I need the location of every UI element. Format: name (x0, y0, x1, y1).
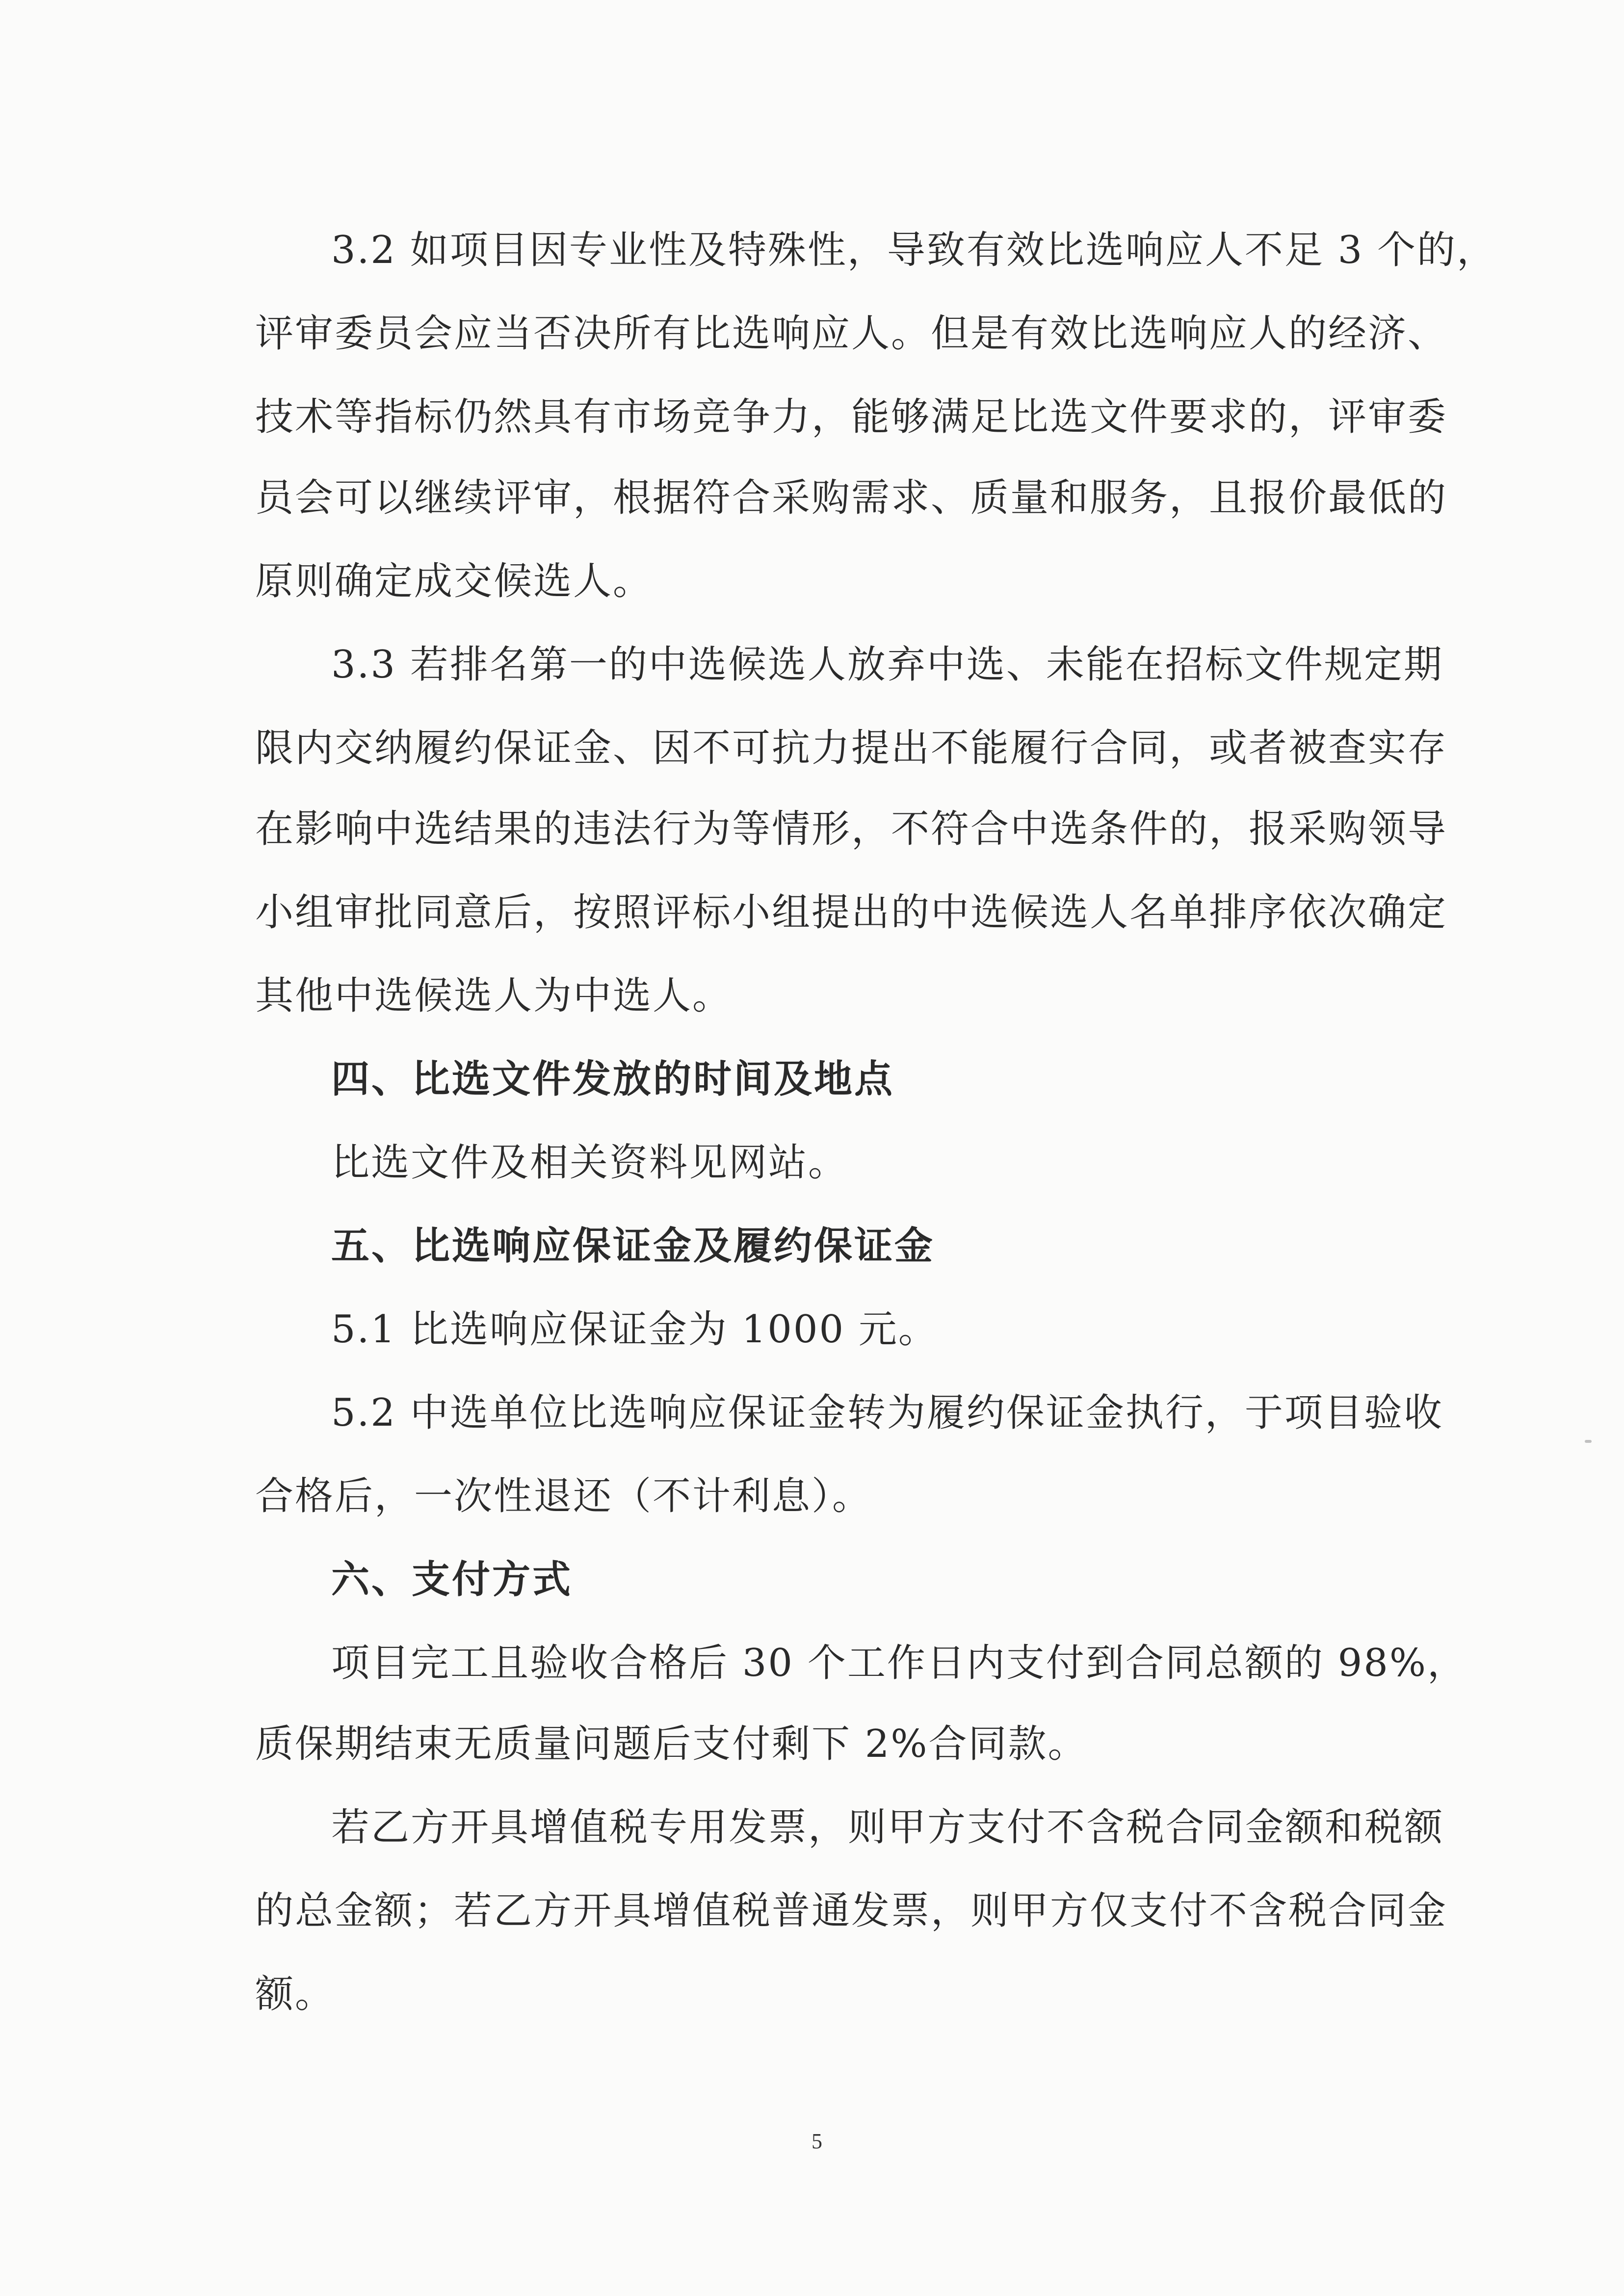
paragraph-3-2-line-5: 原则确定成交候选人。 (255, 559, 653, 603)
scan-speck (1585, 1440, 1592, 1443)
paragraph-3-3-line-2: 限内交纳履约保证金、因不可抗力提出不能履行合同，或者被查实存 (255, 726, 1448, 770)
paragraph-5-1-line-1: 5.1 比选响应保证金为 1000 元。 (331, 1307, 938, 1352)
paragraph-4-line-1: 比选文件及相关资料见网站。 (331, 1141, 848, 1185)
paragraph-3-3-line-1: 3.3 若排名第一的中选候选人放弃中选、未能在招标文件规定期 (331, 643, 1443, 687)
paragraph-6-2-line-3: 额。 (255, 1972, 335, 2016)
paragraph-3-3-line-4: 小组审批同意后，按照评标小组提出的中选候选人名单排序依次确定 (255, 890, 1448, 935)
paragraph-3-2-line-1: 3.2 如项目因专业性及特殊性，导致有效比选响应人不足 3 个的， (331, 228, 1497, 272)
paragraph-5-2-line-2: 合格后，一次性退还（不计利息）。 (255, 1474, 872, 1518)
paragraph-6-1-line-2: 质保期结束无质量问题后支付剩下 2%合同款。 (255, 1722, 1088, 1766)
page-number: 5 (812, 2129, 822, 2153)
paragraph-6-1-line-1: 项目完工且验收合格后 30 个工作日内支付到合同总额的 98%， (331, 1641, 1467, 1685)
paragraph-6-2-line-1: 若乙方开具增值税专用发票，则甲方支付不含税合同金额和税额 (331, 1805, 1444, 1850)
section-heading-6: 六、支付方式 (331, 1558, 573, 1602)
paragraph-3-2-line-4: 员会可以继续评审，根据符合采购需求、质量和服务，且报价最低的 (255, 476, 1448, 520)
section-heading-4: 四、比选文件发放的时间及地点 (331, 1057, 895, 1101)
paragraph-3-3-line-5: 其他中选候选人为中选人。 (255, 974, 733, 1018)
paragraph-6-2-line-2: 的总金额；若乙方开具增值税普通发票，则甲方仅支付不含税合同金 (255, 1889, 1448, 1933)
paragraph-3-3-line-3: 在影响中选结果的违法行为等情形，不符合中选条件的，报采购领导 (255, 807, 1448, 851)
section-heading-5: 五、比选响应保证金及履约保证金 (331, 1224, 935, 1268)
paragraph-3-2-line-3: 技术等指标仍然具有市场竞争力，能够满足比选文件要求的，评审委 (255, 395, 1448, 439)
paragraph-3-2-line-2: 评审委员会应当否决所有比选响应人。但是有效比选响应人的经济、 (255, 312, 1448, 356)
paragraph-5-2-line-1: 5.2 中选单位比选响应保证金转为履约保证金执行，于项目验收 (331, 1391, 1443, 1435)
